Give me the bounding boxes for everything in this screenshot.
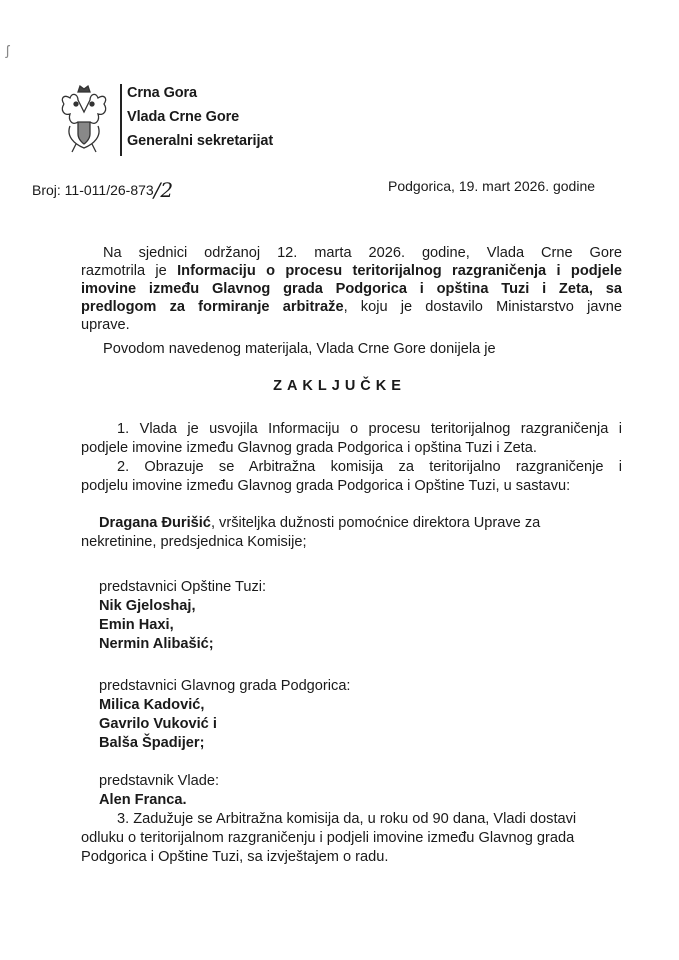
- podgorica-member-1: Milica Kadović,: [99, 697, 205, 713]
- podgorica-label: predstavnici Glavnog grada Podgorica:: [99, 678, 351, 694]
- item-2-line-2: podjelu imovine između Glavnog grada Podgorica i Opštine Tuzi, u sastavu:: [81, 478, 571, 494]
- chair-name: Dragana Đurišić: [99, 515, 211, 531]
- item-1-line-2: podjele imovine između Glavnog grada Podgorica i opština Tuzi i Zeta.: [81, 440, 537, 456]
- item-1-line-1: 1. Vlada je usvojila Informaciju o procesu teritorijalnog razgraničenja i: [117, 421, 622, 437]
- intro-line-4: predlogom za formiranje arbitraže, koju je dostavilo Ministarstvo javne: [81, 299, 622, 315]
- intro-line-1: Na sjednici održanoj 12. marta 2026. godine, Vlada Crne Gore: [103, 245, 622, 261]
- intro-line-2: razmotrila je Informaciju o procesu teritorijalnog razgraničenja i podjele: [81, 263, 622, 279]
- handwritten-suffix: /2: [153, 178, 174, 202]
- header-secretariat: Generalni sekretarijat: [127, 133, 274, 149]
- item-3-line-1: 3. Zadužuje se Arbitražna komisija da, u roku od 90 dana, Vladi dostavi: [117, 811, 577, 827]
- chair-line-2: nekretinine, predsjednica Komisije;: [81, 534, 307, 550]
- government-member-1: Alen Franca.: [99, 792, 187, 808]
- tuzi-label: predstavnici Opštine Tuzi:: [99, 579, 267, 595]
- header-divider: [120, 84, 122, 156]
- header-country: Crna Gora: [127, 85, 198, 101]
- item-3-line-3: Podgorica i Opštine Tuzi, sa izvještajem o radu.: [81, 849, 389, 865]
- scan-mark-icon: ʃ: [6, 42, 10, 58]
- tuzi-member-3: Nermin Alibašić;: [99, 636, 214, 652]
- tuzi-member-1: Nik Gjeloshaj,: [99, 598, 196, 614]
- reference-number: Broj: 11-011/26-873/2: [32, 178, 174, 202]
- header-government: Vlada Crne Gore: [127, 109, 240, 125]
- tuzi-member-2: Emin Haxi,: [99, 617, 174, 633]
- item-2-line-1: 2. Obrazuje se Arbitražna komisija za teritorijalno razgraničenje i: [117, 459, 622, 475]
- intro-line-3: imovine između Glavnog grada Podgorica i opština Tuzi i Zeta, sa: [81, 281, 622, 297]
- chair-line-1: Dragana Đurišić, vršiteljka dužnosti pomoćnice direktora Uprave za: [99, 515, 541, 531]
- place-date: Podgorica, 19. mart 2026. godine: [388, 178, 596, 194]
- document-title: ZAKLJUČKE: [273, 378, 406, 394]
- podgorica-member-3: Balša Špadijer;: [99, 735, 205, 751]
- item-3-line-2: odluku o teritorijalnom razgraničenju i podjeli imovine između Glavnog grada: [81, 830, 575, 846]
- coat-of-arms-icon: [56, 82, 112, 156]
- intro-line-5: uprave.: [81, 317, 130, 333]
- intro-paragraph-2: Povodom navedenog materijala, Vlada Crne Gore donijela je: [103, 341, 496, 357]
- podgorica-member-2: Gavrilo Vuković i: [99, 716, 217, 732]
- government-label: predstavnik Vlade:: [99, 773, 220, 789]
